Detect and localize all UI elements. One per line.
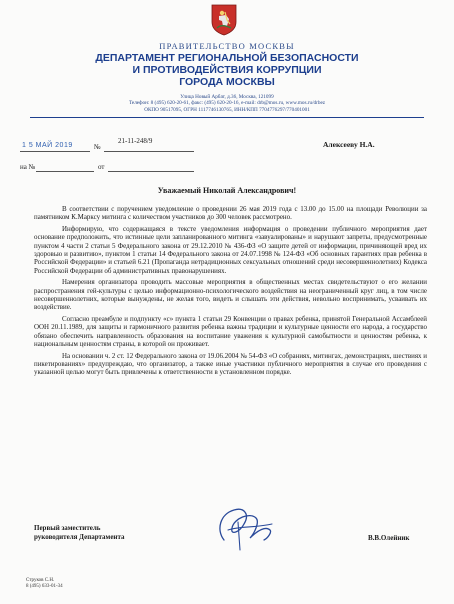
paragraph: Информирую, что содержащаяся в тексте уведомления информация о проведении публичного мероприятия дает основание предположить, что истинные цели запланированного митинга «завуалированы» и нарушают запреты, предусмотренные пунктом 4 части 2 статьи 5 Федерального закона от 29.12.2010 № 436-ФЗ «О защите детей от информации, причиняющей вред их здоровью и развитию», пунктом 1 статьи 14 Федерального закона от 24.07.1998 № 124-ФЗ «Об основных гарантиях прав ребенка в Российской Федерации» и статьей 6.21 (Пропаганда нетрадиционных сексуальных отношений среди несовершеннолетних) Кодекса Российской Федерации об административных правонарушениях.: [34, 224, 427, 275]
number-label: №: [94, 143, 101, 151]
department-name: [0, 52, 454, 88]
date-line: [20, 151, 90, 152]
from-line: [108, 171, 194, 172]
department-address: [0, 94, 454, 113]
department-line-2: И ПРОТИВОДЕЙСТВИЯ КОРРУПЦИИ: [132, 64, 322, 76]
date-stamp: 1 5 МАЙ 2019: [22, 142, 73, 149]
paragraph: На основании ч. 2 ст. 12 Федерального закона от 19.06.2004 № 54-ФЗ «О собраниях, митингах, демонстрациях, шествиях и пикетированиях» предупреждаю, что организатор, а также иные участники публичного мероприятия в случае его проведения с указанной целью могут быть привлечены к ответственности в установленном порядке.: [34, 351, 427, 377]
in-reply-label: на №: [20, 163, 36, 171]
from-label: от: [98, 163, 105, 171]
header-divider: [30, 117, 424, 118]
department-line-3: ГОРОДА МОСКВЫ: [179, 76, 275, 88]
letter-body: [34, 205, 427, 380]
outgoing-number: 21-11-248/9: [118, 137, 153, 145]
paragraph: Согласно преамбуле и подпункту «c» пункта 1 статьи 29 Конвенции о правах ребенка, принятой Генеральной Ассамблеей ООН 20.11.1989, для защиты и гармоничного развития ребенка важны традиции и культурные ценности его народа, а государство обязано обеспечить направленность образования на воспитание уважения к культурной самобытности и ценностям ребенка, к национальным ценностям страны, в которой он проживает.: [34, 314, 427, 349]
in-reply-line: [36, 171, 94, 172]
signatory-title-line-1: Первый заместитель: [34, 524, 101, 532]
moscow-coat-of-arms-icon: [211, 4, 237, 36]
signatory-title-line-2: руководителя Департамента: [34, 533, 125, 541]
address-line: Улица Новый Арбат, д.36, Москва, 121099: [180, 94, 274, 100]
signatory-name: В.В.Олейник: [368, 534, 410, 542]
codes-line: ОКПО 90517095, ОГРН 1117746130765, ИНН/КПП 7704776297/770401001: [144, 106, 310, 113]
department-line-1: ДЕПАРТАМЕНТ РЕГИОНАЛЬНОЙ БЕЗОПАСНОСТИ: [95, 52, 359, 64]
greeting: Уважаемый Николай Александрович!: [157, 186, 297, 195]
executor-phone: 8 (495) 633-01-34: [26, 584, 63, 589]
government-name: ПРАВИТЕЛЬСТВО МОСКВЫ: [159, 41, 295, 51]
executor-info: [26, 578, 63, 590]
contacts-line: Телефон: 8 (495) 620-20-61, факс: (495) 620-20-16, e-mail: drb@mos.ru, www.mos.ru/drbez: [128, 100, 326, 107]
signatory-title: [34, 524, 124, 542]
executor-name: Струков С.Н.: [26, 578, 55, 583]
paragraph: Намерения организатора проводить массовые мероприятия в общественных местах свидетельствуют о его желании распространения гей-культуры с целью информационно-психологического воздействия на неограниченный круг лиц, в том числе несовершеннолетних, которые вынуждены, не желая того, видеть и слышать эти действия, невольно воспринимать, усваивать их воздействие.: [34, 278, 427, 312]
handwritten-signature: [210, 500, 280, 555]
addressee: Алексееву Н.А.: [323, 140, 375, 149]
number-line: [104, 151, 194, 152]
paragraph: В соответствии с поручением уведомление о проведении 26 мая 2019 года с 13.00 до 15.00 на площади Революции за памятником К.Марксу митинга с количеством участников до 300 человек рассмотрено.: [34, 205, 427, 222]
